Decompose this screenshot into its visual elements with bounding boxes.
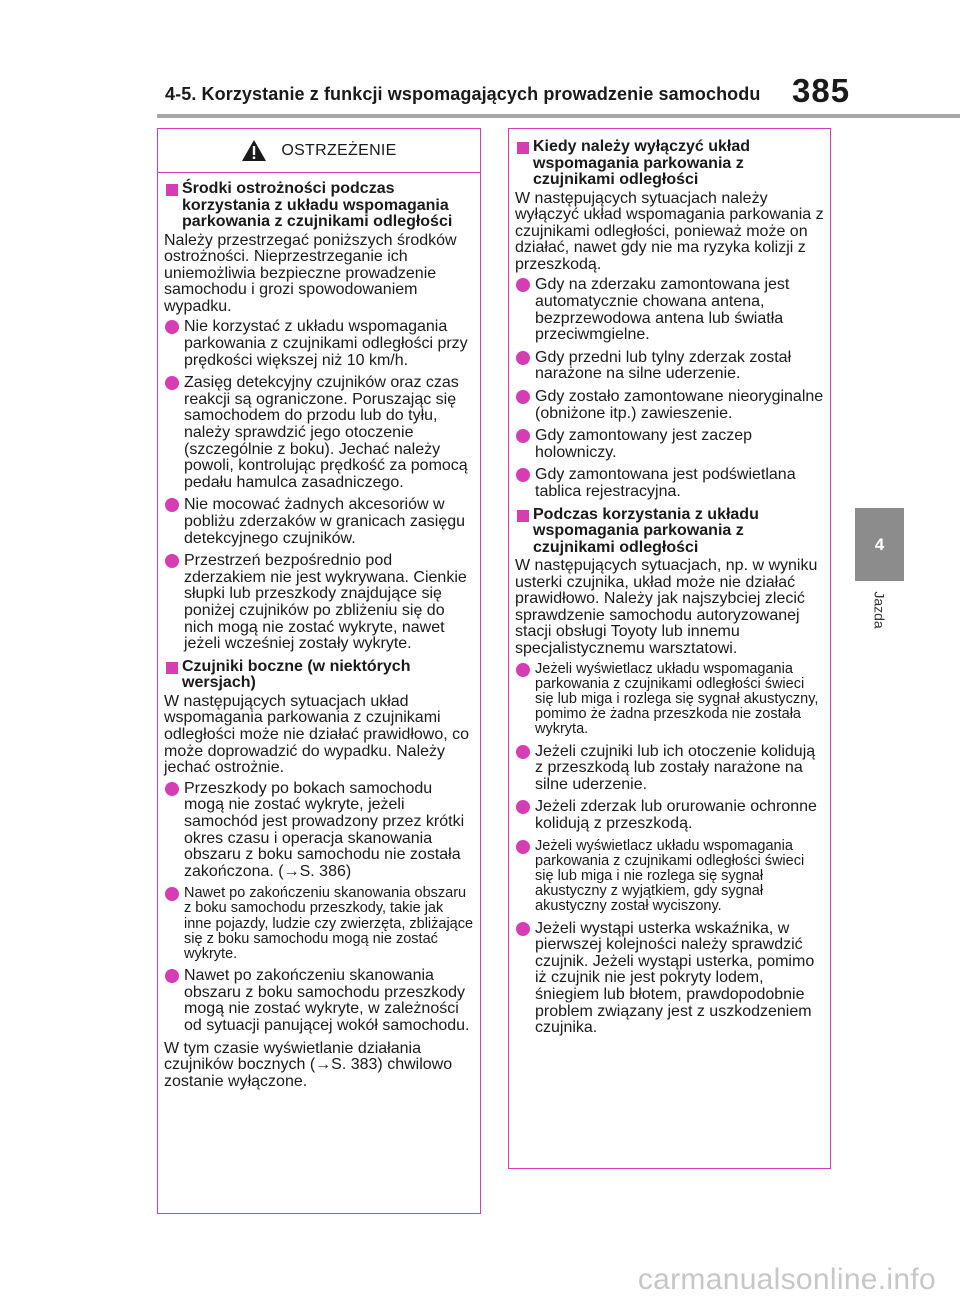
list-item: [164, 375, 474, 491]
circle-bullet-icon: [516, 468, 530, 482]
section-heading-text: Kiedy należy wyłączyć układ wspomagania parkowania z czujnikami odległości: [533, 138, 750, 188]
list-item-text: Nawet po zakończeniu skanowania obszaru z boku samochodu przeszkody mogą nie zostać wykryte, w zależności od sytuacji panującej wokół samochodu.: [184, 967, 470, 1035]
circle-bullet-icon: [516, 745, 530, 759]
list-item-text: Gdy przedni lub tylny zderzak został narażone na silne uderzenie.: [535, 348, 792, 383]
chapter-tab-number: 4: [874, 534, 885, 554]
list-item-text: Jeżeli wystąpi usterka wskaźnika, w pierwszej kolejności należy sprawdzić czujnik. Jeżeli wystąpi usterka, pomimo iż czujnik nie jest pokryty lodem, śniegiem lub błotem, prawdopodobnie problem związany jest z uszkodzeniem czujnika.: [535, 919, 815, 1037]
list-item-text: Przeszkody po bokach samochodu mogą nie zostać wykryte, jeżeli samochód jest prowadzony przez krótki okres czasu i operacja skanowania obszaru z boku samochodu nie została zakończona. (→S. 386): [184, 779, 465, 880]
list-item-text: Przestrzeń bezpośrednio pod zderzakiem nie jest wykrywana. Cienkie słupki lub przeszkody znajdujące się poniżej czujników po zbliżeniu się do nich mogą nie zostać wykryte, nawet jeżeli wcześniej zostały wykryte.: [184, 552, 467, 653]
circle-bullet-icon: [165, 498, 179, 512]
circle-bullet-icon: [165, 320, 179, 334]
list-item: [515, 921, 824, 1037]
header-divider: [157, 114, 960, 118]
list-item-text: Gdy na zderzaku zamontowana jest automatycznie chowana antena, bezprzewodowa antena lub światła przeciwmgielne.: [535, 276, 790, 344]
list-item: [515, 744, 824, 794]
chapter-tab-label-text: Jazda: [871, 591, 888, 629]
list-item: [164, 497, 474, 547]
section-heading-text: Środki ostrożności podczas korzystania z układu wspomagania parkowania z czujnikami odległości: [182, 180, 453, 230]
circle-bullet-icon: [165, 969, 179, 983]
list-item: [515, 277, 824, 343]
circle-bullet-icon: [516, 663, 530, 677]
info-box: [508, 128, 831, 1169]
chapter-tab: [855, 508, 904, 581]
section-heading-text: Czujniki boczne (w niektórych wersjach): [182, 657, 411, 692]
list-item: [515, 428, 824, 461]
list-item: [164, 886, 474, 962]
paragraph: W następujących sytuacjach układ wspomagania parkowania z czujnikami odległości może nie działać prawidłowo, co może doprowadzić do wypadku. Należy jechać ostrożnie.: [164, 692, 470, 777]
square-bullet-icon: [517, 142, 529, 154]
list-item: [164, 968, 474, 1034]
list-item-text: Nawet po zakończeniu skanowania obszaru z boku samochodu przeszkody, takie jak inne pojazdy, ludzie czy zwierzęta, zbliżające się z boku samochodu mogą nie zostać wykryte.: [184, 885, 474, 963]
list-item-text: Jeżeli zderzak lub orurowanie ochronne kolidują z przeszkodą.: [535, 798, 817, 833]
list-item-text: Nie korzystać z układu wspomagania parkowania z czujnikami odległości przy prędkości większej niż 10 km/h.: [184, 318, 468, 369]
list-item-text: Gdy zostało zamontowane nieoryginalne (obniżone itp.) zawieszenie.: [535, 388, 824, 422]
list-item: [515, 389, 824, 422]
circle-bullet-icon: [516, 800, 530, 814]
section-heading: [515, 139, 824, 189]
warning-header: [158, 129, 480, 173]
list-item: [515, 662, 824, 738]
page-number: 385: [792, 72, 851, 109]
list-item: [164, 553, 474, 653]
watermark: carmanualsonline.info: [637, 1263, 936, 1296]
list-item-text: Jeżeli czujniki lub ich otoczenie kolidują z przeszkodą lub zostały narażone na silne uderzenie.: [535, 742, 816, 793]
square-bullet-icon: [166, 662, 178, 674]
warning-box: [157, 128, 481, 1214]
list-item-text: Gdy zamontowana jest podświetlana tablica rejestracyjna.: [535, 466, 796, 500]
paragraph: W następujących sytuacjach, np. w wyniku usterki czujnika, układ może nie działać prawidłowo. Należy jak najszybciej zlecić sprawdzenie samochodu autoryzowanej stacji obsługi Toyoty lub innemu specjalistycznemu warsztatowi.: [515, 557, 818, 658]
square-bullet-icon: [166, 184, 178, 196]
circle-bullet-icon: [516, 390, 530, 404]
list-item: [515, 799, 824, 832]
circle-bullet-icon: [516, 840, 530, 854]
circle-bullet-icon: [516, 351, 530, 365]
circle-bullet-icon: [516, 429, 530, 443]
circle-bullet-icon: [165, 887, 179, 901]
section-heading: [515, 507, 824, 557]
paragraph: Należy przestrzegać poniższych środków ostrożności. Nieprzestrzeganie ich uniemożliwia bezpieczne prowadzenie samochodu i grozi spowodowaniem wypadku.: [164, 231, 457, 315]
list-item: [515, 350, 824, 383]
list-item-text: Nie mocować żadnych akcesoriów w pobliżu zderzaków w granicach zasięgu detekcyjnego czujników.: [184, 496, 466, 547]
circle-bullet-icon: [165, 376, 179, 390]
warning-triangle-icon: [241, 139, 267, 162]
list-item: [164, 319, 474, 369]
list-item: [515, 467, 824, 500]
circle-bullet-icon: [165, 554, 179, 568]
list-item-text: Jeżeli wyświetlacz układu wspomagania parkowania z czujnikami odległości świeci się lub miga i nie rozlega się sygnał akustyczny z wyjątkiem, gdy sygnał akustyczny został wyciszony.: [535, 837, 805, 915]
circle-bullet-icon: [516, 278, 530, 292]
square-bullet-icon: [517, 510, 529, 522]
section-heading-text: Podczas korzystania z układu wspomagania parkowania z czujnikami odległości: [533, 505, 759, 556]
list-item: [515, 839, 824, 915]
paragraph: W tym czasie wyświetlanie działania czujników bocznych (→S. 383) chwilowo zostanie wyłączone.: [164, 1039, 453, 1090]
running-header-title: 4-5. Korzystanie z funkcji wspomagających prowadzenie samochodu: [165, 84, 761, 104]
list-item-text: Jeżeli wyświetlacz układu wspomagania parkowania z czujnikami odległości świeci się lub miga i rozlega się sygnał akustyczny, pomimo że żadna przeszkoda nie została wykryta.: [535, 660, 819, 738]
list-item-text: Zasięg detekcyjny czujników oraz czas reakcji są ograniczone. Poruszając się samochodem do przodu lub do tyłu, należy sprawdzić jego otoczenie (szczególnie z boku). Jechać należy powoli, kontrolując prędkość za pomocą pedału hamulca zasadniczego.: [184, 374, 468, 491]
section-heading: [164, 659, 474, 692]
warning-title: OSTRZEŻENIE: [281, 141, 397, 159]
list-item: [164, 781, 474, 881]
list-item-text: Gdy zamontowany jest zaczep holowniczy.: [535, 427, 752, 461]
circle-bullet-icon: [165, 782, 179, 796]
section-heading: [164, 181, 474, 231]
chapter-tab-label: [842, 580, 918, 640]
paragraph: W następujących sytuacjach należy wyłączyć układ wspomagania parkowania z czujnikami odległości, ponieważ może on działać, nawet gdy nie ma ryzyka kolizji z przeszkodą.: [515, 189, 824, 273]
circle-bullet-icon: [516, 922, 530, 936]
